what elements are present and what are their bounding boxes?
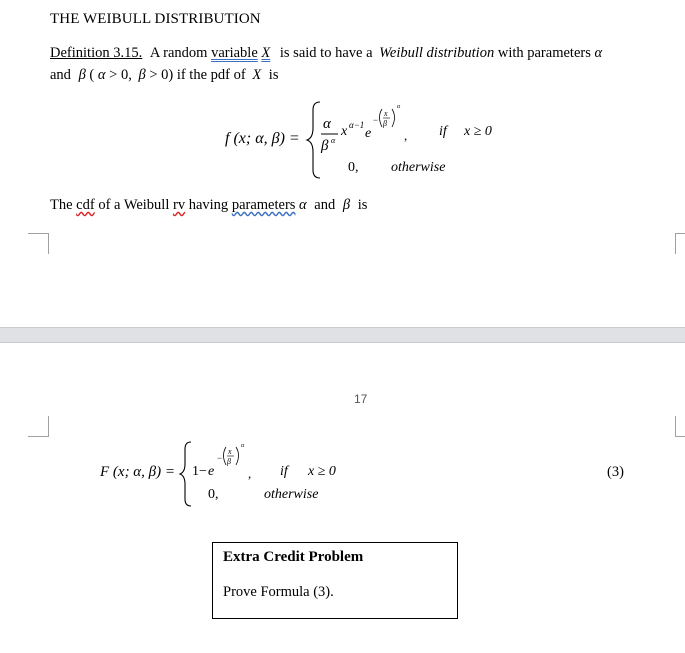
pdf-comma: , — [404, 128, 408, 143]
word-the: The — [50, 197, 73, 213]
var-X: X — [261, 45, 271, 61]
extra-credit-text: Prove Formula (3). — [223, 584, 334, 600]
pdf-x: x — [341, 124, 348, 139]
cdf-brace — [180, 442, 191, 506]
pdf-den-sup: α — [331, 136, 336, 145]
pdf-lhs: f (x; α, β) = — [225, 130, 300, 147]
definition-text-a: A random — [149, 45, 208, 61]
cdf-exp-paren-left — [224, 447, 227, 465]
cdf-otherwise: otherwise — [264, 487, 319, 502]
cond-beta: β — [138, 67, 146, 83]
param-alpha: α — [594, 45, 603, 61]
page-number: 17 — [354, 392, 368, 406]
cdf-param-beta: β — [342, 197, 351, 213]
cdf-condition: x ≥ 0 — [308, 464, 336, 479]
pdf-var-X: X — [252, 67, 262, 83]
definition-label: Definition 3.15. — [50, 45, 143, 61]
definition-text-b: is said to have a — [279, 45, 373, 61]
cdf-exp-frac-beta: β — [227, 457, 231, 466]
extra-credit-box — [212, 542, 458, 619]
cdf-exp-minus: − — [217, 453, 223, 463]
param-beta: β — [78, 67, 86, 83]
cdf-exp-frac-x: x — [228, 447, 232, 456]
cond-alpha: α — [97, 67, 106, 83]
pdf-exp-minus: − — [373, 115, 379, 125]
margin-mark-bottom-right — [675, 233, 685, 254]
word-having: having — [188, 197, 229, 213]
margin-mark-top-right — [675, 416, 685, 437]
cdf-one-minus: 1− — [192, 464, 207, 479]
pdf-if: if — [439, 124, 447, 139]
definition-text-c: with parameters — [497, 45, 591, 61]
pdf-numerator: α — [323, 116, 331, 132]
pdf-brace — [307, 102, 320, 178]
word-of-a-weibull: of a Weibull — [98, 197, 170, 213]
cdf-e: e — [208, 464, 215, 479]
pdf-otherwise: otherwise — [391, 160, 446, 175]
term-weibull-distribution: Weibull distribution — [379, 45, 495, 61]
cdf-if: if — [280, 464, 288, 479]
cond-alpha-gt0: > 0, — [109, 67, 132, 83]
pdf-e: e — [365, 126, 372, 141]
pdf-exp-outer: α — [397, 104, 401, 110]
cdf-param-alpha: α — [299, 197, 307, 213]
pdf-equation — [210, 98, 510, 182]
equation-number: (3) — [607, 464, 624, 480]
pdf-exp-paren-right — [392, 109, 395, 127]
pdf-exp-frac-beta: β — [383, 119, 387, 128]
pdf-x-sup: α−1 — [349, 120, 365, 130]
definition-line-1 — [50, 45, 602, 62]
word-and-2: and — [314, 197, 336, 213]
pdf-denominator: β — [321, 138, 329, 154]
word-and: and — [50, 67, 71, 83]
word-parameters: parameters — [231, 197, 296, 213]
cond-open-paren: ( — [89, 67, 95, 83]
word-is: is — [268, 67, 279, 83]
pdf-condition: x ≥ 0 — [464, 124, 492, 139]
word-rv: rv — [173, 197, 186, 213]
page-break-gap — [0, 327, 685, 343]
word-cdf: cdf — [76, 197, 95, 213]
pdf-exp-frac-x: x — [384, 109, 388, 118]
word-variable: variable — [211, 45, 258, 61]
cdf-sentence — [50, 197, 367, 214]
cdf-zero: 0, — [208, 487, 219, 502]
definition-text-pdf: if the pdf of — [176, 67, 246, 83]
definition-line-2 — [50, 67, 278, 84]
cond-beta-gt0: > 0) — [149, 67, 174, 83]
margin-mark-top-left — [28, 416, 49, 437]
cdf-exp-paren-right — [236, 447, 239, 465]
pdf-exp-paren-left — [380, 109, 383, 127]
section-heading: THE WEIBULL DISTRIBUTION — [50, 11, 261, 27]
margin-mark-bottom-left — [28, 233, 49, 254]
extra-credit-title: Extra Credit Problem — [223, 549, 364, 565]
cdf-equation — [90, 438, 390, 508]
cdf-exp-outer: α — [241, 443, 245, 449]
word-is-2: is — [357, 197, 368, 213]
cdf-lhs: F (x; α, β) = — [100, 464, 176, 480]
cdf-comma: , — [248, 466, 252, 481]
pdf-zero: 0, — [348, 160, 359, 175]
